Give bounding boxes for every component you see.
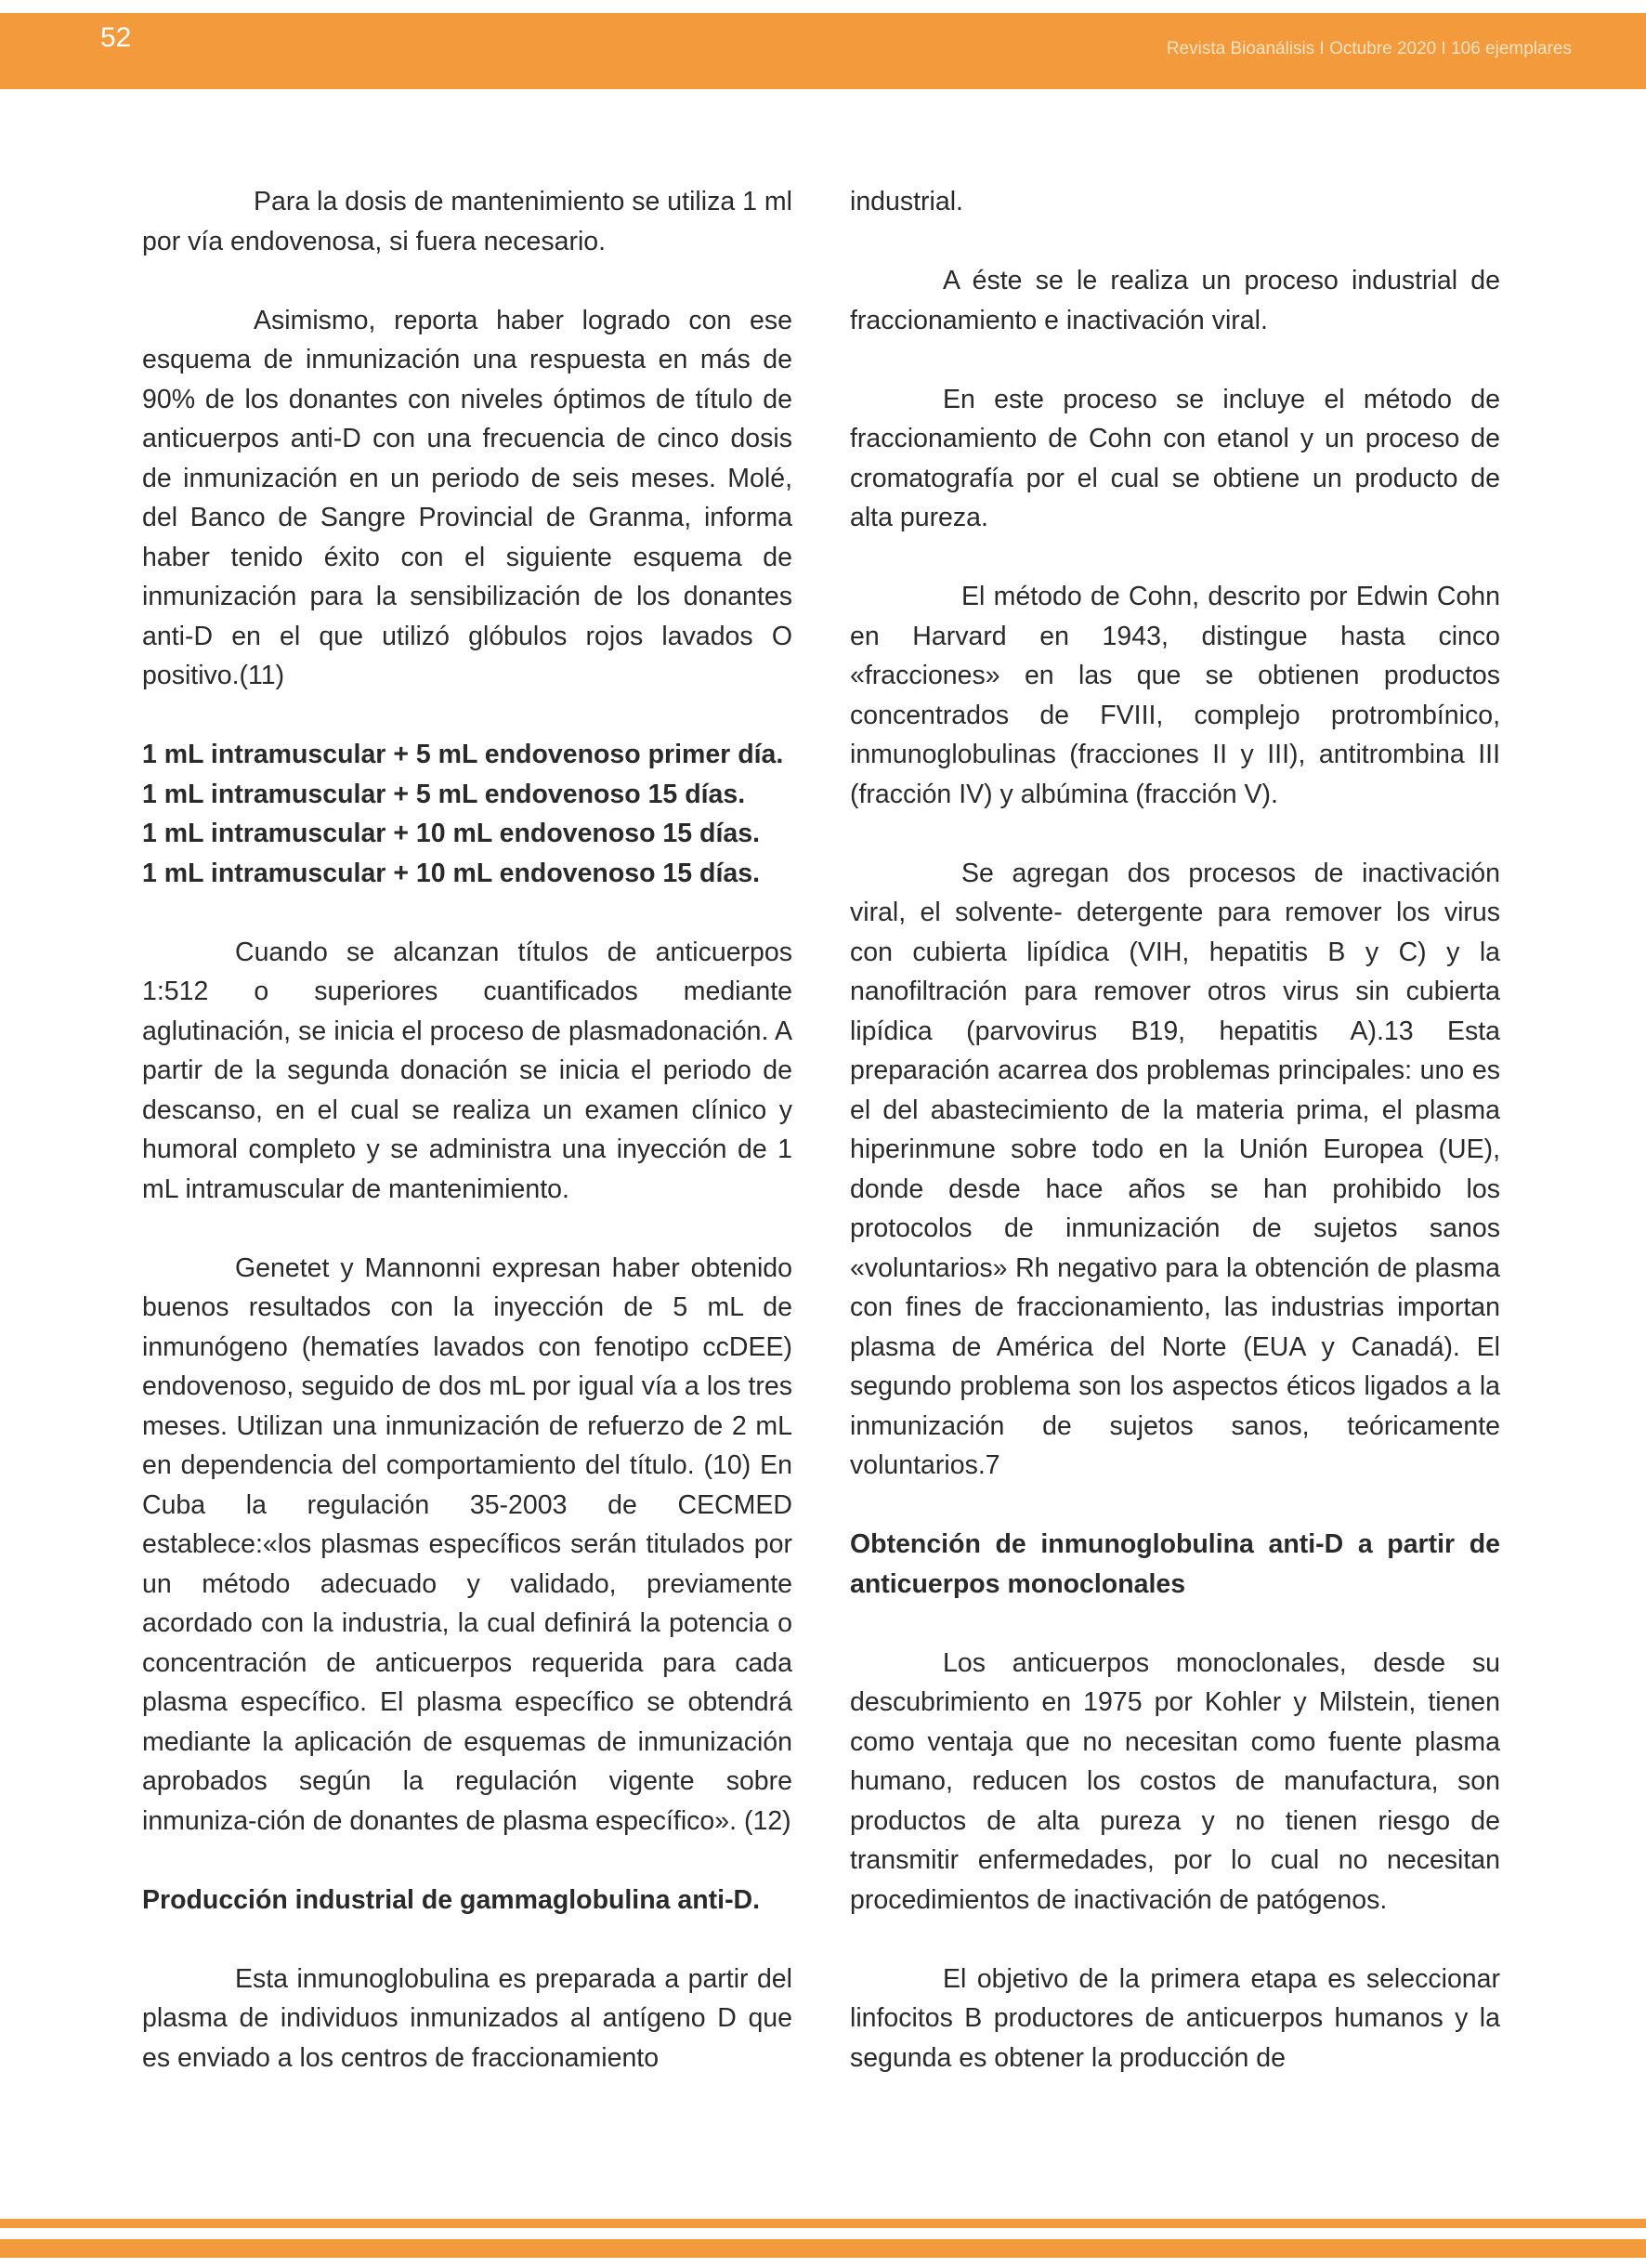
paragraph: Asimismo, reporta haber logrado con ese esquema de inmunización una respuesta en más de 90% de los donantes con niveles óptimos de título de anticuerpos anti-D con una frecuencia de cinco dosis de inmunización en un periodo de seis meses. Molé, del Banco de Sangre Provincial de Granma, informa haber tenido éxito con el siguiente esquema de inmunización para la sensibilización de los donantes anti-D en el que utilizó glóbulos rojos lavados O positivo.(11) [142,305,792,690]
section-heading: Obtención de inmunoglobulina anti-D a partir de anticuerpos monoclonales [850,1529,1500,1599]
paragraph: En este proceso se incluye el método de fraccionamiento de Cohn con etanol y un proceso de cromatografía por el cual se obtiene un producto de alta pureza. [850,384,1500,532]
paragraph: El método de Cohn, descrito por Edwin Cohn en Harvard en 1943, distingue hasta cinco «fracciones» en las que se obtienen productos concentrados de FVIII, complejo protrombínico, inmunoglobulinas (fracciones II y III), antitrombina III (fracción IV) y albúmina (fracción V). [850,582,1500,809]
paragraph: Para la dosis de mantenimiento se utiliza 1 ml por vía endovenosa, si fuera necesario. [142,187,792,256]
footer-bar [0,2219,1646,2228]
schedule-line: 1 mL intramuscular + 10 mL endovenoso 15 días. [142,858,760,888]
footer-bar [0,2239,1646,2258]
paragraph: Esta inmunoglobulina es preparada a partir del plasma de individuos inmunizados al antígeno D que es enviado a los centros de fraccionamiento [142,1963,792,2073]
paragraph: Se agregan dos procesos de inactivación viral, el solvente- detergente para remover los virus con cubierta lipídica (VIH, hepatitis B y C) y la nanofiltración para remover otros virus sin cubierta lipídica (parvovirus B19, hepatitis A).13 Esta preparación acarrea dos problemas principales: uno es el del abastecimiento de la materia prima, el plasma hiperinmune sobre todo en la Unión Europea (UE), donde desde hace años se han prohibido los protocolos de inmunización de sujetos sanos «voluntarios» Rh negativo para la obtención de plasma con fines de fraccionamiento, las industrias importan plasma de América del Norte (EUA y Canadá). El segundo problema son los aspectos éticos ligados a la inmunización de sujetos sanos, teóricamente voluntarios.7 [850,858,1500,1480]
left-column [142,182,792,2078]
schedule-line: 1 mL intramuscular + 10 mL endovenoso 15 días. [142,819,760,848]
section-heading: Producción industrial de gammaglobulina anti-D. [142,1884,761,1915]
paragraph: Cuando se alcanzan títulos de anticuerpos 1:512 o superiores cuantificados mediante aglutinación, se inicia el proceso de plasmadonación. A partir de la segunda donación se inicia el periodo de descanso, en el cual se realiza un examen clínico y humoral completo y se administra una inyección de 1 mL intramuscular de mantenimiento. [142,937,792,1204]
schedule-line: 1 mL intramuscular + 5 mL endovenoso primer día. [142,740,784,769]
paragraph: A éste se le realiza un proceso industrial de fraccionamiento e inactivación viral. [850,266,1500,335]
schedule-line: 1 mL intramuscular + 5 mL endovenoso 15 días. [142,779,746,809]
page-number: 52 [100,22,132,53]
paragraph: Genetet y Mannonni expresan haber obtenido buenos resultados con la inyección de 5 mL de inmunógeno (hematíes lavados con fenotipo ccDEE) endovenoso, seguido de dos mL por igual vía a los tres meses. Utilizan una inmunización de refuerzo de 2 mL en dependencia del comportamiento del título. (10) En Cuba la regulación 35-2003 de CECMED establece:«los plasmas específicos serán titulados por un método adecuado y validado, previamente acordado con la industria, la cual definirá la potencia o concentración de anticuerpos requerida para cada plasma específico. El plasma específico se obtendrá mediante la aplicación de esquemas de inmunización aprobados según la regulación vigente sobre inmuniza-ción de donantes de plasma específico». (12) [142,1252,792,1836]
paragraph: El objetivo de la primera etapa es seleccionar linfocitos B productores de anticuerpos humanos y la segunda es obtener la producción de [850,1963,1500,2073]
paragraph: Los anticuerpos monoclonales, desde su descubrimiento en 1975 por Kohler y Milstein, tienen como ventaja que no necesitan como fuente plasma humano, reducen los costos de manufactura, son productos de alta pureza y no tienen riesgo de transmitir enfermedades, por lo cual no necesitan procedimientos de inactivación de patógenos. [850,1647,1500,1915]
right-column [850,182,1500,2078]
immunization-schedule [142,735,792,893]
paragraph: industrial. [850,187,963,216]
running-title: Revista Bioanálisis I Octubre 2020 I 106 ejemplares [1166,39,1572,59]
